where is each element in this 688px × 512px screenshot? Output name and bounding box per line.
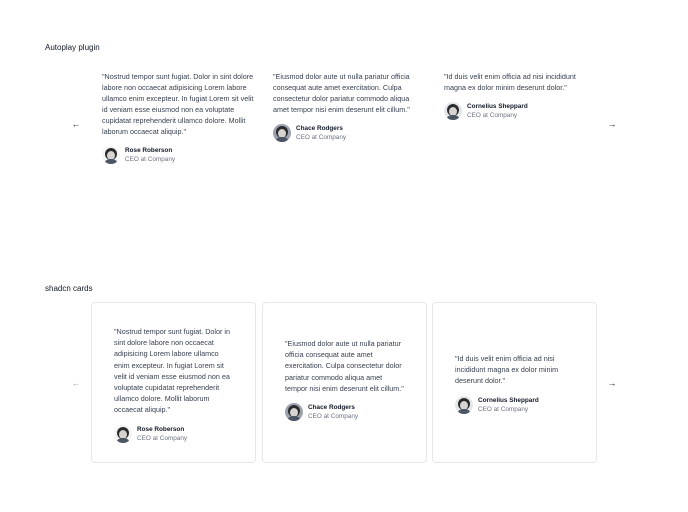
author-name: Rose Roberson — [125, 147, 173, 154]
autoplay-slide — [102, 71, 258, 164]
autoplay-prev-button[interactable] — [70, 118, 82, 130]
author-name: Cornelius Sheppard — [467, 103, 528, 110]
autoplay-slide — [444, 71, 596, 120]
author-name: Rose Roberson — [137, 425, 185, 433]
testimonial-quote: "Id duis velit enim officia ad nisi incididunt magna ex dolor minim deserunt dolor." — [455, 354, 559, 386]
testimonial-quote: "Id duis velit enim officia ad nisi incididunt magna ex dolor minim deserunt dolor." — [444, 72, 576, 92]
testimonial-author — [285, 403, 404, 421]
author-role: CEO at Company — [125, 156, 176, 163]
testimonial-author — [444, 102, 596, 120]
testimonial-quote: "Nostrud tempor sunt fugiat. Dolor in sint dolore labore non occaecat adipisicing Lorem labore ullamco enim excepteur. In fugiat Lorem sit velit id veniam esse eiusmod non ea voluptate cupidatat reprehenderit ullamco dolore. Mollit laborum occaecat aliquip." — [114, 327, 231, 415]
arrow-left-icon: ← — [71, 378, 81, 388]
testimonial-quote: "Eiusmod dolor aute ut nulla pariatur officia consequat aute amet exercitation. Culpa consectetur dolor pariatur commodo aliqua amet tempor nisi enim deserunt elit cillum." — [273, 72, 410, 114]
avatar — [444, 102, 462, 120]
testimonial-card — [432, 302, 597, 463]
author-role: CEO at Company — [308, 413, 359, 421]
author-name: Chace Rodgers — [296, 125, 343, 132]
arrow-left-icon: ← — [71, 119, 81, 129]
autoplay-next-button[interactable] — [606, 118, 618, 130]
cards-next-button[interactable] — [606, 377, 618, 389]
author-name: Chace Rodgers — [308, 404, 355, 412]
testimonial-card — [91, 302, 256, 463]
avatar — [455, 396, 473, 414]
cards-prev-button[interactable] — [70, 377, 82, 389]
autoplay-section-title: Autoplay plugin — [45, 43, 100, 52]
author-name: Cornelius Sheppard — [478, 396, 539, 404]
testimonial-author — [273, 124, 421, 142]
testimonial-card — [262, 302, 427, 463]
arrow-right-icon: → — [607, 378, 617, 388]
author-role: CEO at Company — [296, 134, 347, 141]
author-role: CEO at Company — [137, 434, 188, 442]
testimonial-quote: "Eiusmod dolor aute ut nulla pariatur officia consequat aute amet exercitation. Culpa consectetur dolor pariatur commodo aliqua amet tempor nisi enim deserunt elit cillum." — [285, 339, 404, 393]
avatar — [102, 146, 120, 164]
avatar — [285, 403, 303, 421]
testimonial-quote: "Nostrud tempor sunt fugiat. Dolor in sint dolore labore non occaecat adipisicing Lorem labore ullamco enim excepteur. In fugiat Lorem sit velit id veniam esse eiusmod non ea voluptate cupidatat reprehenderit ullamco dolore. Mollit laborum occaecat aliquip." — [102, 72, 254, 136]
testimonial-author — [455, 396, 574, 414]
author-role: CEO at Company — [478, 405, 529, 413]
avatar — [114, 425, 132, 443]
avatar — [273, 124, 291, 142]
autoplay-slide — [273, 71, 421, 142]
cards-section-title: shadcn cards — [45, 284, 93, 293]
author-role: CEO at Company — [467, 112, 518, 119]
testimonial-author — [102, 146, 258, 164]
testimonial-author — [114, 425, 233, 443]
arrow-right-icon: → — [607, 119, 617, 129]
